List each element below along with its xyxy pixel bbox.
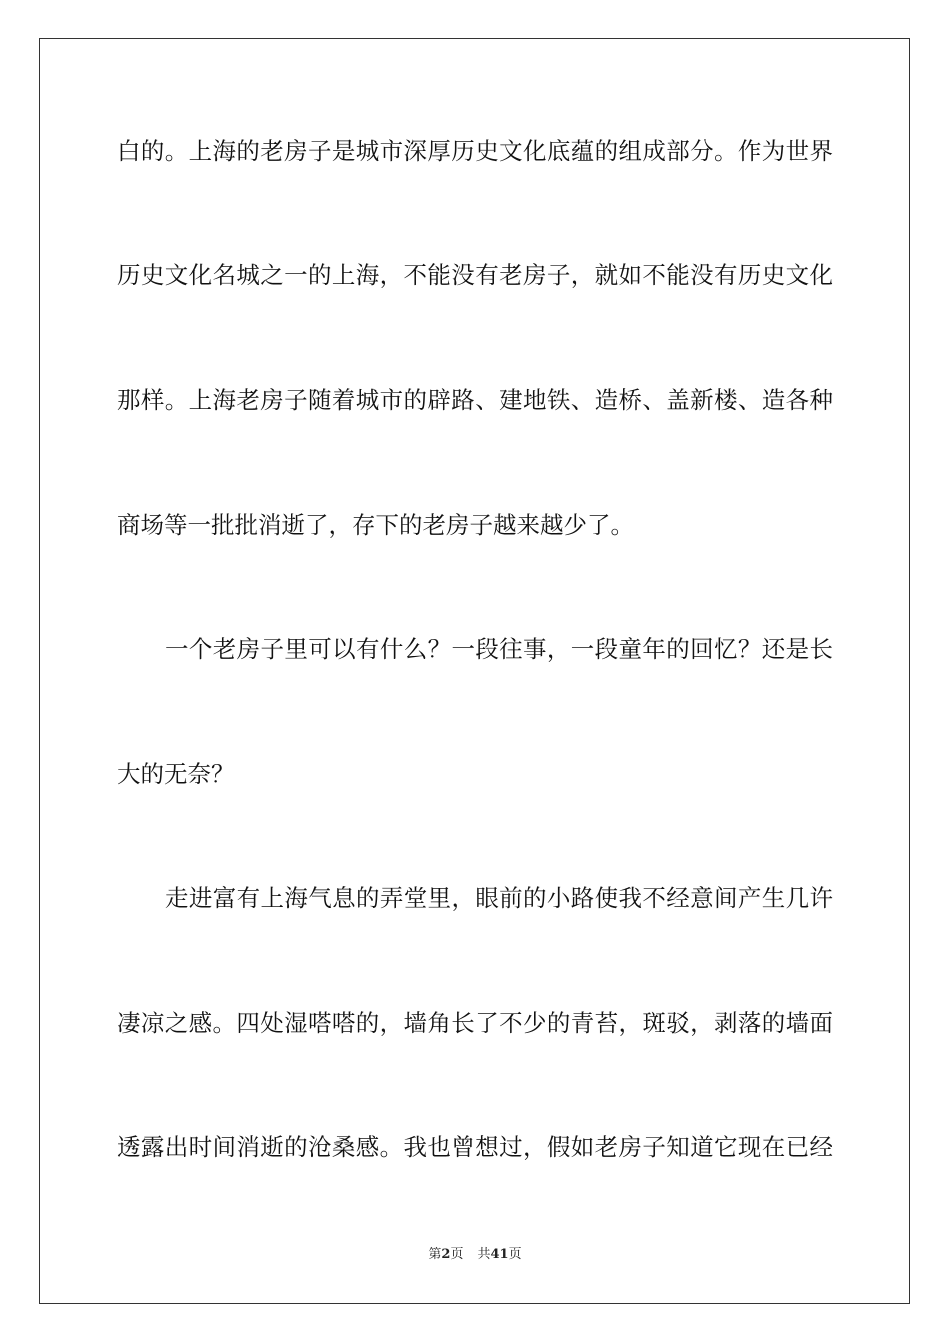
text-line: 凄凉之感。四处湿嗒嗒的，墙角长了不少的青苔，斑驳，剥落的墙面 <box>117 1009 833 1037</box>
text-line: 大的无奈？ <box>117 760 235 788</box>
text-line: 走进富有上海气息的弄堂里，眼前的小路使我不经意间产生几许 <box>165 884 833 912</box>
page-label-prefix: 第 <box>428 1247 442 1262</box>
total-label-prefix: 共 <box>477 1247 491 1262</box>
page-label-suffix: 页 <box>450 1247 464 1262</box>
text-line: 白的。上海的老房子是城市深厚历史文化底蕴的组成部分。作为世界 <box>117 137 833 165</box>
text-line: 那样。上海老房子随着城市的辟路、建地铁、造桥、盖新楼、造各种 <box>117 386 833 414</box>
text-line: 历史文化名城之一的上海，不能没有老房子，就如不能没有历史文化 <box>117 261 833 289</box>
page-footer <box>0 1245 950 1265</box>
text-line: 商场等一批批消逝了，存下的老房子越来越少了。 <box>117 511 634 539</box>
page-border <box>39 38 910 1304</box>
text-line: 透露出时间消逝的沧桑感。我也曾想过，假如老房子知道它现在已经 <box>117 1133 833 1161</box>
total-label-suffix: 页 <box>508 1247 522 1262</box>
page-number: 2 <box>441 1247 451 1262</box>
text-line: 一个老房子里可以有什么？一段往事，一段童年的回忆？还是长 <box>165 635 833 663</box>
total-pages: 41 <box>490 1247 509 1262</box>
